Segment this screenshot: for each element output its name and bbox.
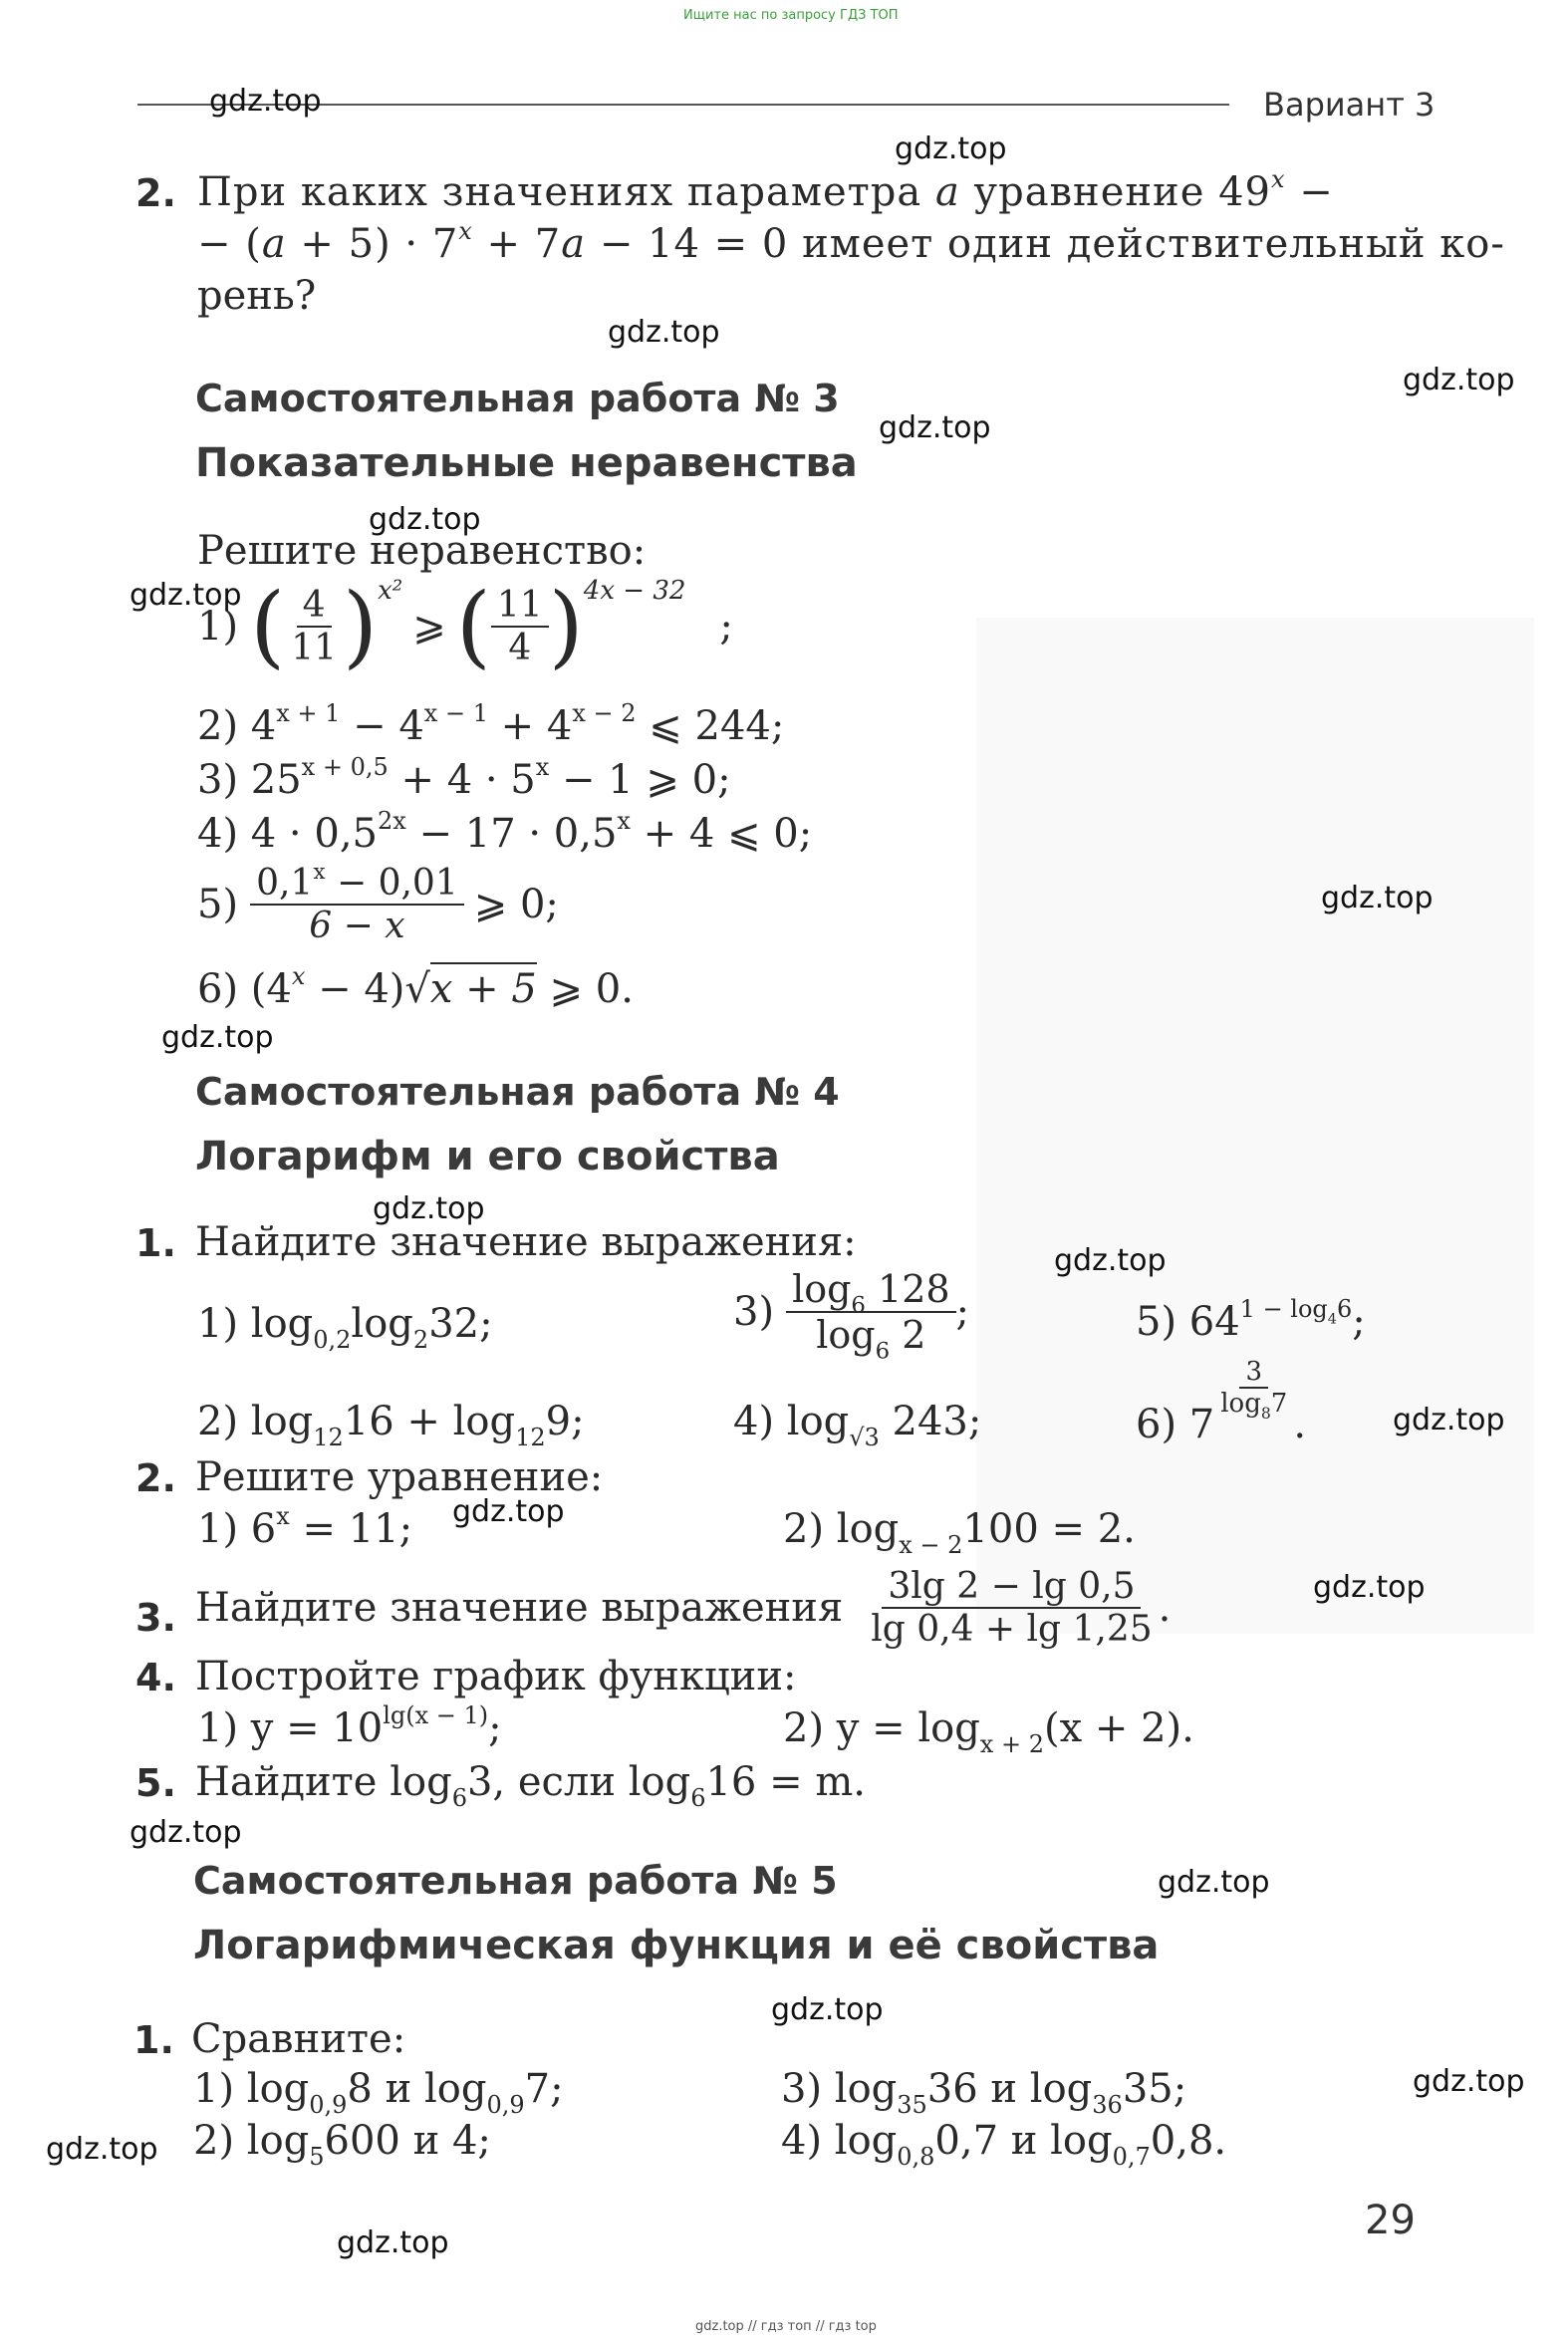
watermark: gdz.top: [337, 2225, 449, 2260]
work4-expr-4: 4) $\log_{√3} 243$;: [733, 1399, 982, 1451]
page-number: 29: [1365, 2198, 1416, 2243]
watermark: gdz.top: [1403, 363, 1515, 397]
watermark: gdz.top: [608, 315, 720, 350]
watermark: gdz.top: [209, 84, 322, 119]
problem-line-1: При каких значениях параметра a уравнение 49$^x$ −: [197, 165, 1334, 215]
work3-item-4: 4) $4 \cdot 0,5^{2x} - 17 \cdot 0,5^x + 4$ ⩽ 0;: [197, 807, 813, 857]
work5-task1-number: 1.: [133, 2018, 174, 2062]
watermark: gdz.top: [373, 1191, 485, 1226]
work4-eq-2: 2) $\log_{x - 2}100 = 2$.: [783, 1506, 1136, 1559]
work4-expr-2: 2) $\log_{12}16 + \log_{12}9$;: [197, 1399, 585, 1451]
work3-item-3: 3) $25^{x + 0,5} + 4 \cdot 5^x - 1$ ⩾ 0;: [197, 753, 731, 803]
work4-task3-number: 3.: [135, 1596, 176, 1640]
work3-subtitle: Показательные неравенства: [195, 440, 858, 486]
watermark: gdz.top: [452, 1494, 565, 1529]
work4-task1-text: Найдите значение выражения:: [195, 1219, 857, 1265]
watermark: gdz.top: [161, 1020, 274, 1055]
work5-compare-1: 1) $\log_{0,9}8$ и $\log_{0,9}7$;: [193, 2066, 564, 2119]
watermark: gdz.top: [771, 1992, 884, 2027]
work3-item-5: 5) $\frac{0,1^x - 0,01}{6 - x}$ ⩾ 0;: [197, 859, 559, 946]
problem-line-2: − $(a + 5) \cdot 7^x + 7a - 14 = 0$ имеет один действительный ко-: [197, 217, 1505, 267]
work4-task4-number: 4.: [135, 1656, 176, 1699]
work4-task2-number: 2.: [135, 1456, 176, 1500]
work3-item-2: 2) $4^{x + 1} - 4^{x - 1} + 4^{x - 2}$ ⩽ 244;: [197, 699, 785, 749]
watermark: gdz.top: [1158, 1865, 1270, 1900]
work4-task2-text: Решите уравнение:: [195, 1454, 604, 1500]
bleed-through-shadow: [976, 618, 1534, 1634]
watermark: gdz.top: [46, 2132, 158, 2167]
watermark: gdz.top: [879, 410, 991, 445]
bottom-note: gdz.top // гдз топ // гдз top: [695, 2319, 877, 2334]
work4-eq-1: 1) $6^x = 11$;: [197, 1502, 413, 1552]
work5-compare-4: 4) $\log_{0,8}0,7$ и $\log_{0,7}0,8$.: [781, 2118, 1227, 2171]
work5-task1-text: Сравните:: [191, 2016, 406, 2062]
work5-compare-2: 2) $\log_5600$ и 4;: [193, 2118, 491, 2171]
watermark: gdz.top: [130, 1815, 242, 1850]
problem-line-3: рень?: [197, 273, 317, 319]
work4-subtitle: Логарифм и его свойства: [195, 1134, 780, 1179]
work3-prompt: Решите неравенство:: [197, 528, 647, 574]
work4-task3-text: Найдите значение выражения $\frac{3\lg 2 - \lg 0,5}{\lg 0,4 + \lg 1,25}$ .: [195, 1566, 1172, 1650]
problem-number: 2.: [135, 171, 176, 215]
watermark: gdz.top: [1054, 1243, 1167, 1278]
watermark: gdz.top: [1413, 2064, 1525, 2099]
watermark: gdz.top: [895, 131, 1007, 166]
top-note: Ищите нас по запросу ГДЗ ТОП: [683, 8, 899, 23]
work3-item-6: 6) $(4^x - 4)√x + 5$ ⩾ 0.: [197, 962, 634, 1012]
work4-task1-number: 1.: [135, 1221, 176, 1265]
work4-graph-2: 2) $y = \log_{x + 2}(x + 2)$.: [783, 1705, 1194, 1758]
work4-expr-5: 5) $64^{1 - log_46}$;: [1136, 1295, 1366, 1345]
work5-compare-3: 3) $\log_{35}36$ и $\log_{36}35$;: [781, 2066, 1187, 2119]
watermark: gdz.top: [1313, 1570, 1426, 1605]
variant-label: Вариант 3: [1263, 86, 1436, 124]
work4-expr-3: 3) $\frac{\log_6 128}{\log_6 2}$ ;: [733, 1267, 970, 1365]
work4-graph-1: 1) $y = 10^{lg(x - 1)}$;: [197, 1701, 502, 1751]
watermark: gdz.top: [130, 578, 242, 613]
watermark: gdz.top: [369, 502, 481, 537]
watermark: gdz.top: [1393, 1403, 1505, 1437]
work3-title: Самостоятельная работа № 3: [195, 377, 840, 420]
work4-expr-6: 6) 7 $\frac{3}{\log_87}$ .: [1136, 1357, 1307, 1447]
work4-title: Самостоятельная работа № 4: [195, 1070, 840, 1114]
watermark: gdz.top: [1321, 881, 1434, 915]
work3-item-1: 1) ( $\frac{4}{11}$ ) x² ⩾ ( $\frac{11}{4}$ ) 4x − 32 ;: [197, 574, 733, 678]
work4-task5-text: Найдите $\log_63$, если $\log_616 = m$.: [195, 1759, 866, 1812]
work5-subtitle: Логарифмическая функция и её свойства: [193, 1923, 1160, 1968]
work4-task5-number: 5.: [135, 1761, 176, 1805]
work5-title: Самостоятельная работа № 5: [193, 1859, 838, 1903]
work4-task4-text: Постройте график функции:: [195, 1654, 797, 1699]
work4-expr-1: 1) $\log_{0,2}\log_232$;: [197, 1301, 493, 1354]
